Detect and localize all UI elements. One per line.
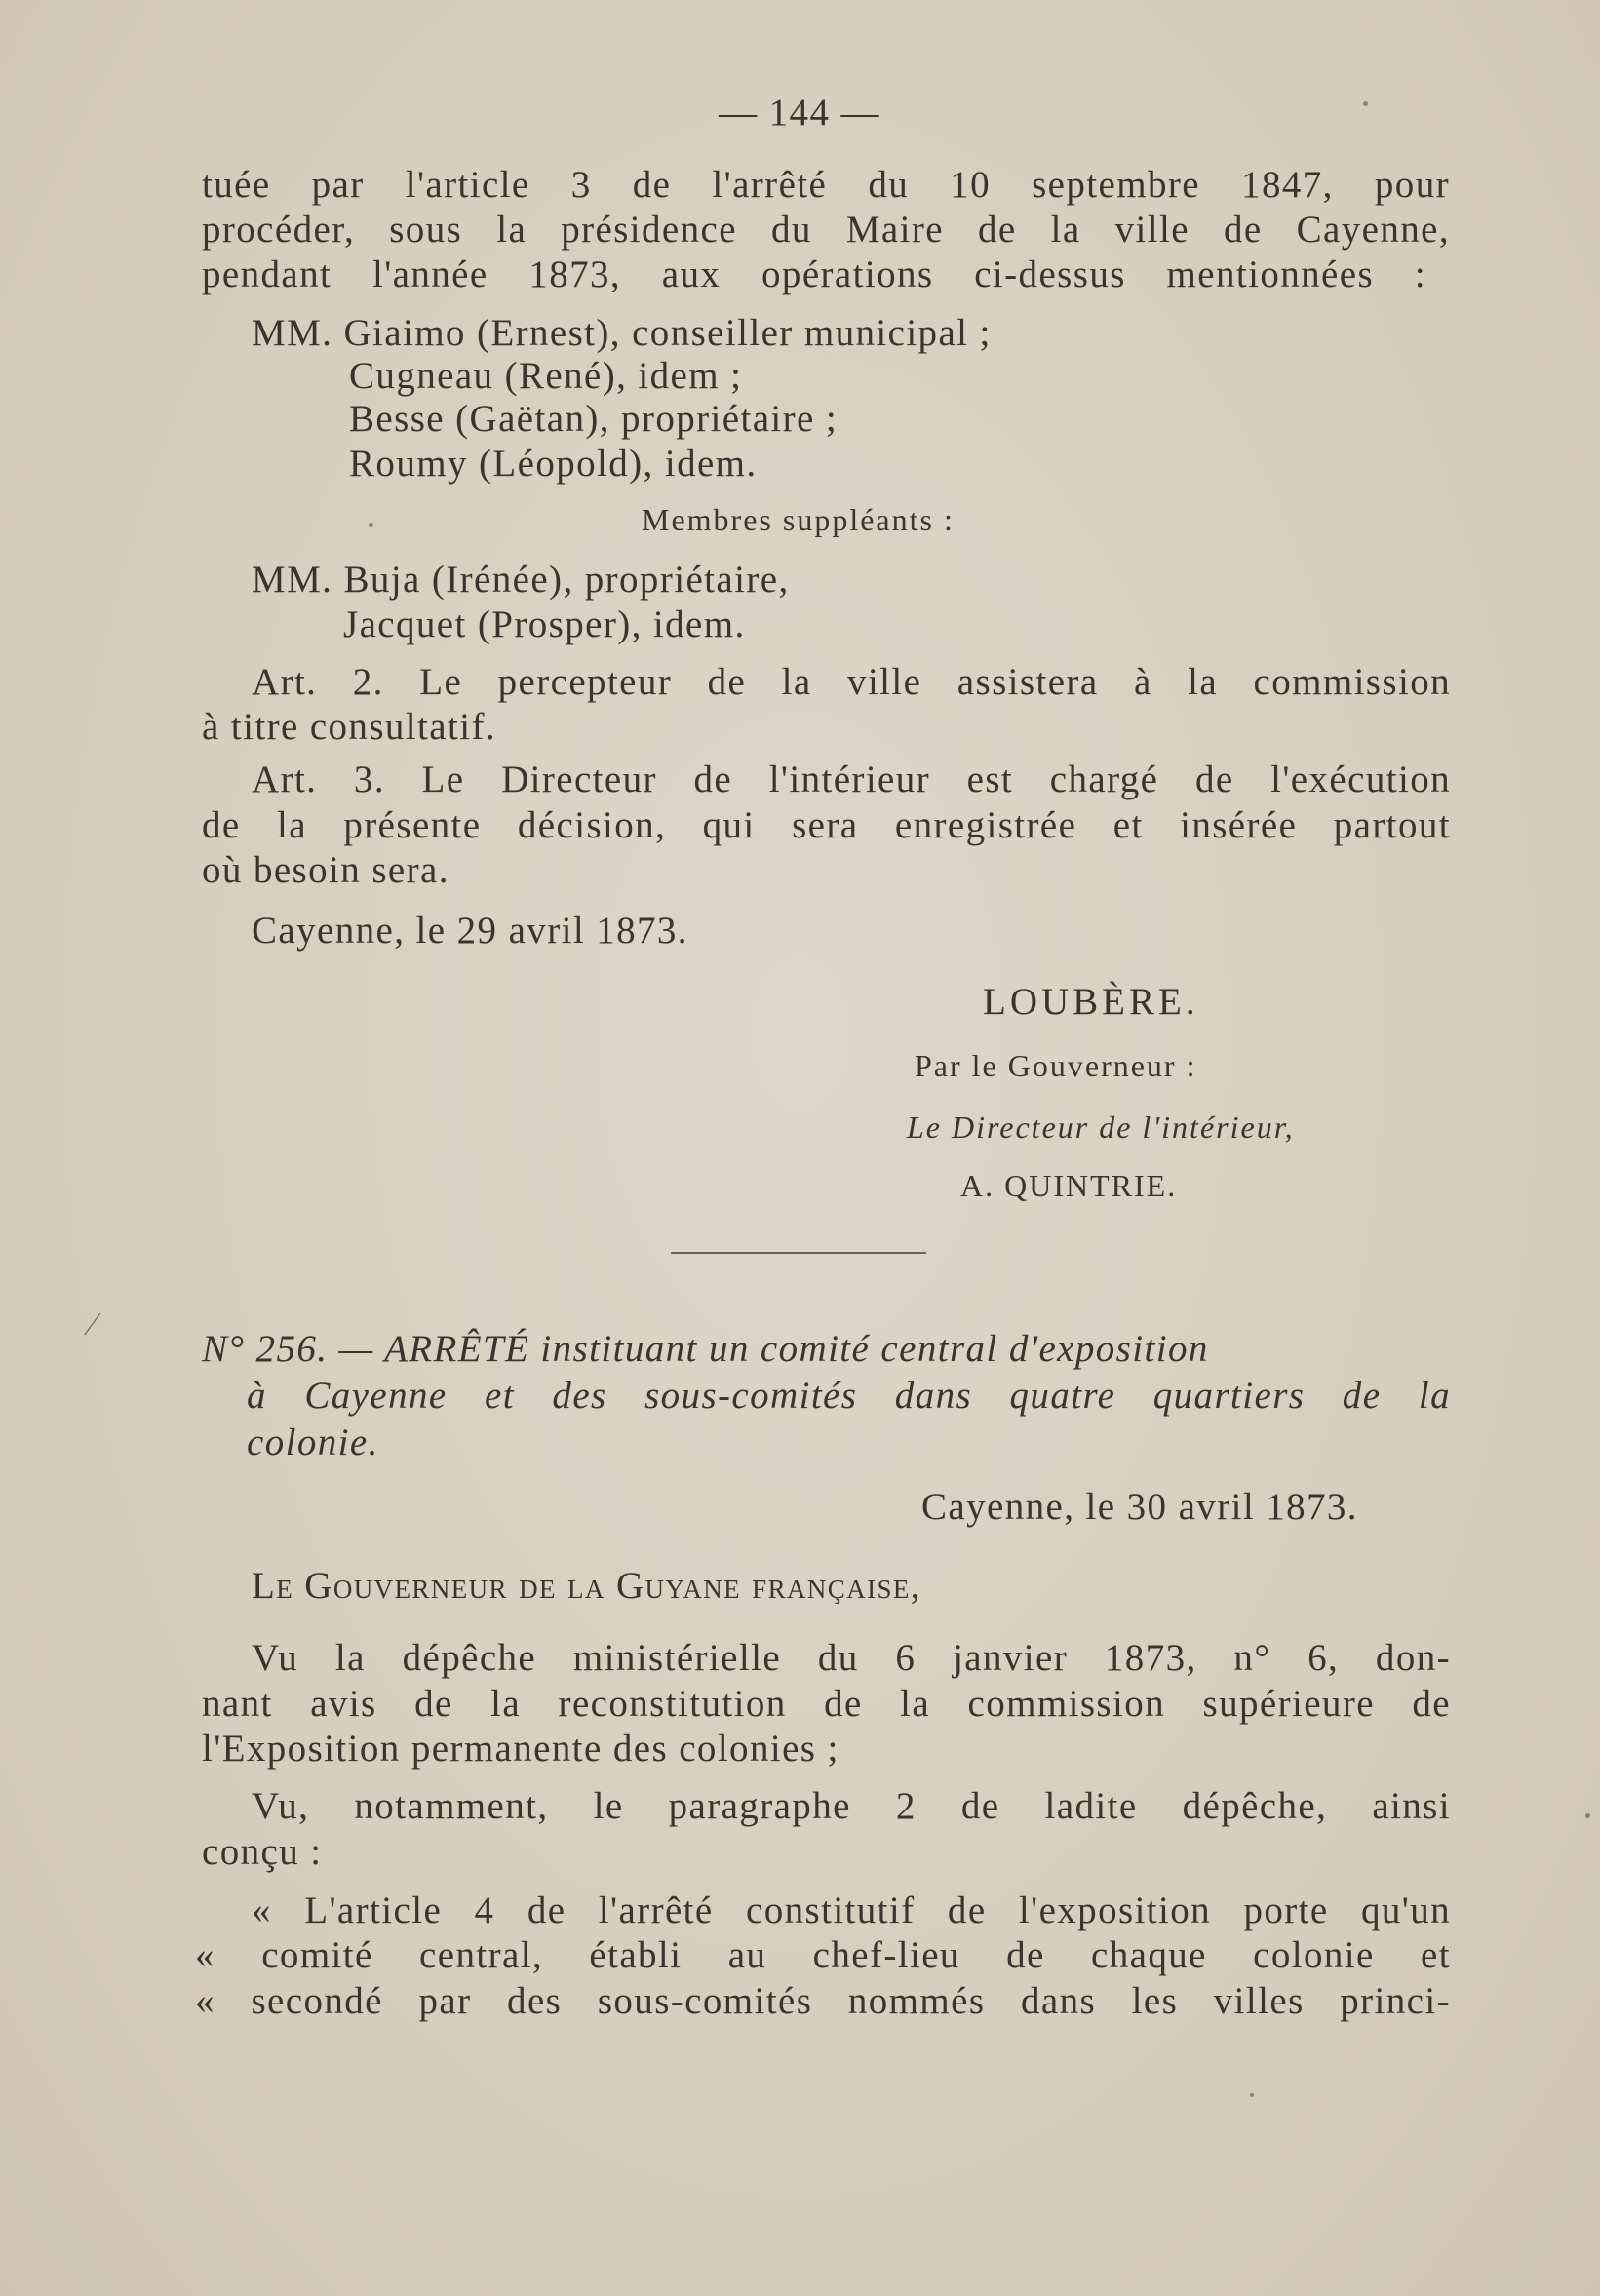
text-line: Roumy (Léopold), idem. (349, 443, 758, 485)
page-number: — 144 — (719, 92, 880, 134)
text-line: l'Exposition permanente des colonies ; (202, 1728, 839, 1770)
margin-mark: ⁄ (90, 1306, 96, 1343)
text-line: MM. Buja (Irénée), propriétaire, (252, 559, 790, 601)
section-divider (671, 1252, 926, 1254)
text-line: « L'article 4 de l'arrêté constitutif de l'exposition porte qu'un (252, 1889, 1451, 1931)
text-line: nant avis de la reconstitution de la commission supérieure de (202, 1683, 1451, 1725)
text-line: pendant l'année 1873, aux opérations ci-dessus mentionnées : (202, 253, 1426, 295)
text-line: Jacquet (Prosper), idem. (343, 603, 746, 645)
text-line: Par le Gouverneur : (915, 1048, 1197, 1083)
text-line: tuée par l'article 3 de l'arrêté du 10 septembre 1847, pour (202, 164, 1450, 206)
text-line: conçu : (202, 1831, 323, 1873)
decree-heading: N° 256. — ARRÊTÉ instituant un comité central d'exposition (202, 1328, 1209, 1370)
text-line: Art. 2. Le percepteur de la ville assistera à la commission (252, 661, 1451, 703)
text-line: Besse (Gaëtan), propriétaire ; (349, 398, 839, 440)
text-line: Art. 3. Le Directeur de l'intérieur est chargé de l'exécution (252, 759, 1451, 800)
text-line: Le Gouverneur de la Guyane française, (252, 1565, 921, 1607)
text-line: Le Directeur de l'intérieur, (907, 1109, 1295, 1145)
decree-heading: à Cayenne et des sous-comités dans quatre quartiers de la (247, 1375, 1451, 1417)
text-line: « secondé par des sous-comités nommés dans les villes princi- (195, 1980, 1451, 2022)
paper-speck (1585, 1813, 1590, 1818)
section-subheading: Membres suppléants : (642, 502, 955, 537)
text-line: « comité central, établi au chef-lieu de chaque colonie et (195, 1934, 1451, 1976)
text-line: Cugneau (René), idem ; (349, 355, 743, 397)
text-line: de la présente décision, qui sera enregistrée et insérée partout (202, 804, 1451, 846)
paper-speck (369, 523, 373, 527)
text-line: à titre consultatif. (202, 706, 496, 748)
paper-speck (1363, 101, 1368, 106)
signature-name: LOUBÈRE. (983, 981, 1199, 1023)
paper-speck (1250, 2093, 1254, 2097)
text-line: Vu la dépêche ministérielle du 6 janvier 1873, n° 6, don- (252, 1637, 1451, 1679)
date-line: Cayenne, le 29 avril 1873. (252, 910, 688, 952)
signature-name: A. QUINTRIE. (960, 1168, 1178, 1203)
text-line: où besoin sera. (202, 849, 449, 891)
text-line: MM. Giaimo (Ernest), conseiller municipal ; (252, 312, 992, 354)
text-line: Vu, notamment, le paragraphe 2 de ladite dépêche, ainsi (252, 1785, 1451, 1827)
text-line: procéder, sous la présidence du Maire de la ville de Cayenne, (202, 209, 1450, 251)
date-line: Cayenne, le 30 avril 1873. (921, 1486, 1358, 1528)
decree-heading: colonie. (247, 1421, 379, 1463)
